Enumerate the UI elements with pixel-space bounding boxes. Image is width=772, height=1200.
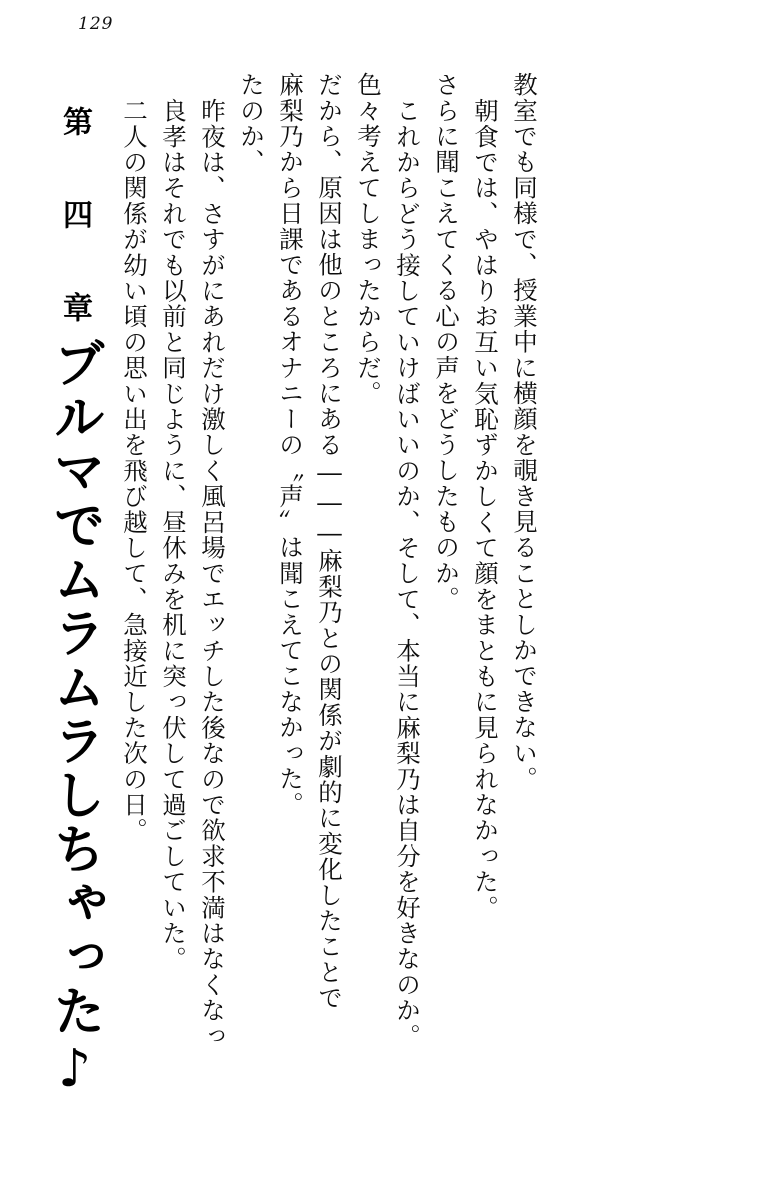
text-column: 色々考えてしまったからだ。 <box>354 72 384 407</box>
chapter-heading <box>44 72 106 1126</box>
page-number: 129 <box>78 14 114 34</box>
text-column: たのか、 <box>237 72 267 175</box>
vertical-text-body <box>40 72 736 1160</box>
text-column: 麻梨乃から日課であるオナニーの〝声〟は聞こえてこなかった。 <box>276 72 306 818</box>
text-column: これからどう接していけばいいのか、そして、本当に麻梨乃は自分を好きなのか。 <box>393 98 423 1049</box>
text-column: 二人の関係が幼い頃の思い出を飛び越して、急接近した次の日。 <box>120 98 150 844</box>
text-column: 教室でも同様で、授業中に横顔を覗き見ることしかできない。 <box>510 72 540 792</box>
text-column: 良孝はそれでも以前と同じように、昼休みを机に突っ伏して過ごしていた。 <box>159 98 189 972</box>
chapter-title-text: ブルマでムラムラしちゃった♪ <box>44 336 106 1101</box>
text-column: さらに聞こえてくる心の声をどうしたものか。 <box>432 72 462 612</box>
text-column: だから、原因は他のところにある―――麻梨乃との関係が劇的に変化したことで <box>315 72 345 1011</box>
chapter-number: 第 四 章 <box>57 106 93 336</box>
text-column: 昨夜は、さすがにあれだけ激しく風呂場でエッチした後なので欲求不満はなくなっ <box>198 98 228 1049</box>
text-column: 朝食では、やはりお互い気恥ずかしくて顔をまともに見られなかった。 <box>471 98 501 921</box>
